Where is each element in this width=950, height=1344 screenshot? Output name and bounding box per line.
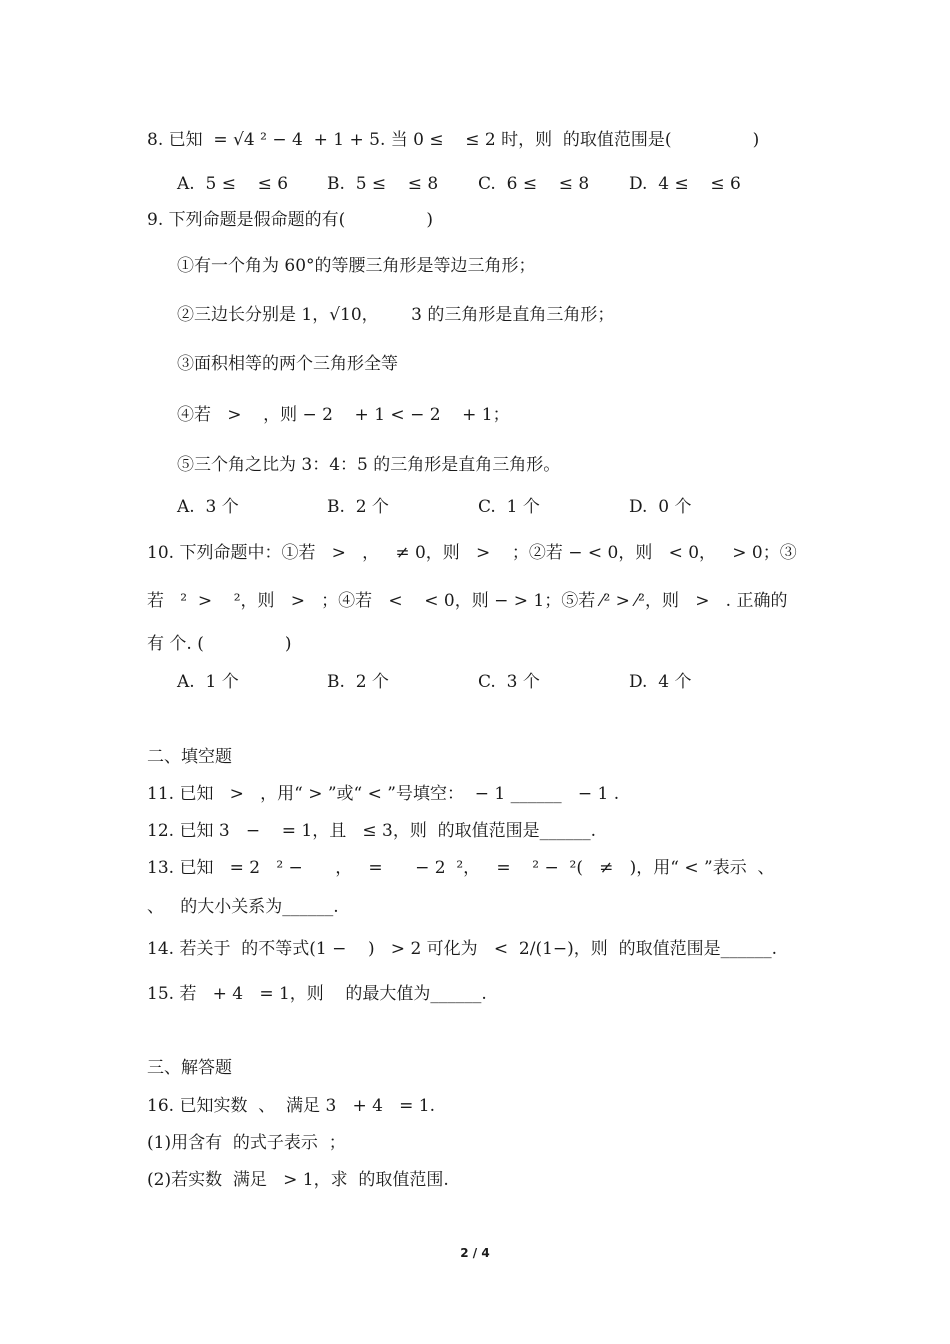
q9-option-b: B. 2 个	[327, 497, 389, 517]
q9-option-d: D. 0 个	[629, 497, 692, 517]
q10-line-3: 有 个. ( )	[147, 634, 292, 654]
q10-line-2: 若 ² > ²，则 > ；④若 < < 0，则 − > 1；⑤若 ⁄² > ⁄²，则 > . 正确的	[147, 591, 788, 611]
section-solve-title: 三、解答题	[147, 1058, 232, 1078]
q10-option-a: A. 1 个	[177, 672, 239, 692]
q16-part-1: (1)用含有 的式子表示 ；	[147, 1133, 346, 1153]
q14: 14. 若关于 的不等式(1 − ) > 2 可化为 < 2/(1−)，则 的取值范围是______.	[147, 939, 778, 959]
q9-item-1: ①有一个角为 60°的等腰三角形是等边三角形；	[177, 256, 536, 276]
q9-item-2: ②三边长分别是 1，√10， 3 的三角形是直角三角形；	[177, 305, 615, 325]
q9-item-5: ⑤三个角之比为 3：4：5 的三角形是直角三角形。	[177, 455, 561, 475]
q11: 11. 已知 > ，用“ > ”或“ < ”号填空： − 1 ______ − 1 .	[147, 784, 620, 804]
q12: 12. 已知 3 − = 1，且 ≤ 3，则 的取值范围是______.	[147, 821, 597, 841]
q9-item-3: ③面积相等的两个三角形全等	[177, 354, 398, 374]
q15: 15. 若 + 4 = 1，则 的最大值为______.	[147, 984, 487, 1004]
q8-option-b: B. 5 ≤ ≤ 8	[327, 174, 439, 194]
q9-option-c: C. 1 个	[478, 497, 540, 517]
q9-option-a: A. 3 个	[177, 497, 239, 517]
q10-option-c: C. 3 个	[478, 672, 540, 692]
page-number: 2 / 4	[460, 1246, 490, 1260]
q8-option-a: A. 5 ≤ ≤ 6	[177, 174, 289, 194]
q13-line-2: 、 的大小关系为______.	[147, 897, 339, 917]
q9-item-4: ④若 > ，则 − 2 + 1 < − 2 + 1；	[177, 405, 510, 425]
q10-option-d: D. 4 个	[629, 672, 692, 692]
q10-option-b: B. 2 个	[327, 672, 389, 692]
q8-stem: 8. 已知 = √4 ² − 4 + 1 + 5. 当 0 ≤ ≤ 2 时，则 的取值范围是( )	[147, 130, 760, 150]
q10-line-1: 10. 下列命题中：①若 > ， ≠ 0，则 > ；②若 − < 0，则 < 0， > 0；③	[147, 543, 797, 563]
q8-option-c: C. 6 ≤ ≤ 8	[478, 174, 590, 194]
q13-line-1: 13. 已知 = 2 ² − ， = − 2 ²， = ² − ²( ≠ )，用“ < ”表示 、	[147, 858, 775, 878]
q8-option-d: D. 4 ≤ ≤ 6	[629, 174, 741, 194]
q16-stem: 16. 已知实数 、 满足 3 + 4 = 1.	[147, 1096, 436, 1116]
q9-stem: 9. 下列命题是假命题的有( )	[147, 210, 433, 230]
q16-part-2: (2)若实数 满足 > 1，求 的取值范围.	[147, 1170, 449, 1190]
section-fill-in-title: 二、填空题	[147, 747, 232, 767]
